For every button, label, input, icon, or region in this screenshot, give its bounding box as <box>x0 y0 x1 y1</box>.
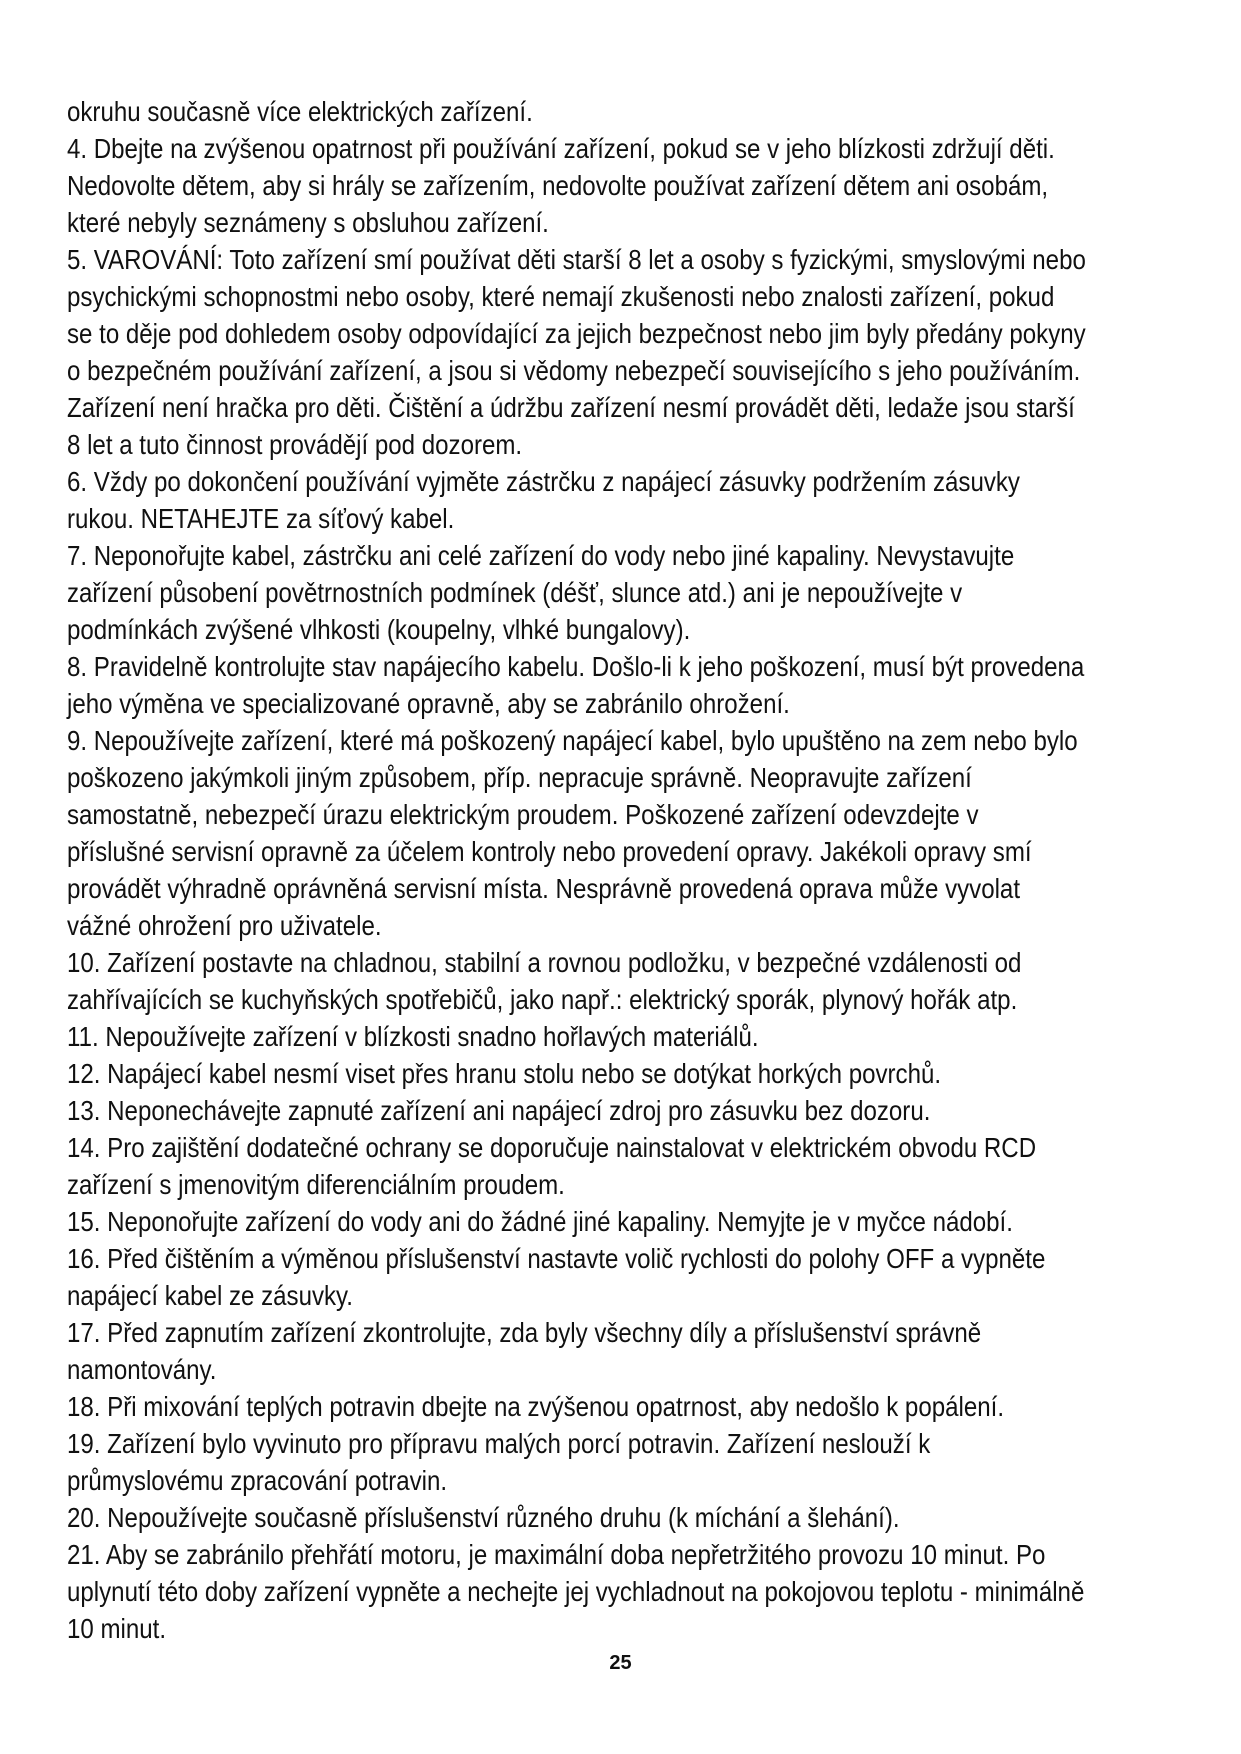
text-line: Zařízení není hračka pro děti. Čištění a údržbu zařízení nesmí provádět děti, ledaže jsou starší <box>67 392 1075 423</box>
text-line: zařízení s jmenovitým diferenciálním proudem. <box>67 1169 565 1200</box>
text-line: které nebyly seznámeny s obsluhou zařízení. <box>67 207 549 238</box>
text-line: 10 minut. <box>67 1613 167 1644</box>
text-line: samostatně, nebezpečí úrazu elektrickým proudem. Poškozené zařízení odevzdejte v <box>67 799 979 830</box>
text-line: namontovány. <box>67 1354 217 1385</box>
text-line: Nedovolte dětem, aby si hrály se zařízením, nedovolte používat zařízení dětem ani osobám, <box>67 170 1049 201</box>
text-line: 9. Nepoužívejte zařízení, které má poškozený napájecí kabel, bylo upuštěno na zem nebo bylo <box>67 725 1078 756</box>
text-line: 12. Napájecí kabel nesmí viset přes hranu stolu nebo se dotýkat horkých povrchů. <box>67 1058 942 1089</box>
text-line: o bezpečném používání zařízení, a jsou si vědomy nebezpečí souvisejícího s jeho používáním. <box>67 355 1081 386</box>
page-number: 25 <box>609 1652 632 1674</box>
text-line: 10. Zařízení postavte na chladnou, stabilní a rovnou podložku, v bezpečné vzdálenosti od <box>67 947 1022 978</box>
text-line: průmyslovému zpracování potravin. <box>67 1465 448 1496</box>
text-line: se to děje pod dohledem osoby odpovídající za jejich bezpečnost nebo jim byly předány pokyny <box>67 318 1086 349</box>
text-line: provádět výhradně oprávněná servisní místa. Nesprávně provedená oprava může vyvolat <box>67 873 1021 904</box>
text-line: psychickými schopnostmi nebo osoby, které nemají zkušenosti nebo znalosti zařízení, pokud <box>67 281 1055 312</box>
text-line: zahřívajících se kuchyňských spotřebičů, jako např.: elektrický sporák, plynový hořák atp. <box>67 984 1018 1015</box>
text-line: rukou. NETAHEJTE za síťový kabel. <box>67 503 455 534</box>
text-line: 16. Před čištěním a výměnou příslušenství nastavte volič rychlosti do polohy OFF a vypněte <box>67 1243 1046 1274</box>
text-line: 6. Vždy po dokončení používání vyjměte zástrčku z napájecí zásuvky podržením zásuvky <box>67 466 1020 497</box>
text-line: 20. Nepoužívejte současně příslušenství různého druhu (k míchání a šlehání). <box>67 1502 900 1533</box>
text-line: příslušné servisní opravně za účelem kontroly nebo provedení opravy. Jakékoli opravy smí <box>67 836 1032 867</box>
text-line: vážné ohrožení pro uživatele. <box>67 910 382 941</box>
text-line: 18. Při mixování teplých potravin dbejte na zvýšenou opatrnost, aby nedošlo k popálení. <box>67 1391 1005 1422</box>
text-line: podmínkách zvýšené vlhkosti (koupelny, vlhké bungalovy). <box>67 614 691 645</box>
text-line: okruhu současně více elektrických zařízení. <box>67 96 533 127</box>
text-line: napájecí kabel ze zásuvky. <box>67 1280 354 1311</box>
text-line: 14. Pro zajištění dodatečné ochrany se doporučuje nainstalovat v elektrickém obvodu RCD <box>67 1132 1037 1163</box>
text-line: 21. Aby se zabránilo přehřátí motoru, je maximální doba nepřetržitého provozu 10 minut. Po <box>67 1539 1046 1570</box>
text-line: 11. Nepoužívejte zařízení v blízkosti snadno hořlavých materiálů. <box>67 1021 759 1052</box>
text-line: 15. Neponořujte zařízení do vody ani do žádné jiné kapaliny. Nemyjte je v myčce nádobí. <box>67 1206 1013 1237</box>
text-line: zařízení působení povětrnostních podmínek (déšť, slunce atd.) ani je nepoužívejte v <box>67 577 963 608</box>
text-line: jeho výměna ve specializované opravně, aby se zabránilo ohrožení. <box>67 688 790 719</box>
text-line: 17. Před zapnutím zařízení zkontrolujte, zda byly všechny díly a příslušenství správně <box>67 1317 982 1348</box>
text-line: 5. VAROVÁNÍ: Toto zařízení smí používat děti starší 8 let a osoby s fyzickými, smyslovými nebo <box>67 244 1086 275</box>
text-line: 8. Pravidelně kontrolujte stav napájecího kabelu. Došlo-li k jeho poškození, musí být provedena <box>67 651 1085 682</box>
text-line: 13. Neponechávejte zapnuté zařízení ani napájecí zdroj pro zásuvku bez dozoru. <box>67 1095 931 1126</box>
text-line: poškozeno jakýmkoli jiným způsobem, příp. nepracuje správně. Neopravujte zařízení <box>67 762 972 793</box>
safety-instructions-text <box>67 93 1179 1647</box>
text-line: 7. Neponořujte kabel, zástrčku ani celé zařízení do vody nebo jiné kapaliny. Nevystavujte <box>67 540 1015 571</box>
text-line: 19. Zařízení bylo vyvinuto pro přípravu malých porcí potravin. Zařízení neslouží k <box>67 1428 931 1459</box>
text-line: 4. Dbejte na zvýšenou opatrnost při používání zařízení, pokud se v jeho blízkosti zdržují děti. <box>67 133 1055 164</box>
text-line: uplynutí této doby zařízení vypněte a nechejte jej vychladnout na pokojovou teplotu - minimálně <box>67 1576 1085 1607</box>
text-line: 8 let a tuto činnost provádějí pod dozorem. <box>67 429 523 460</box>
